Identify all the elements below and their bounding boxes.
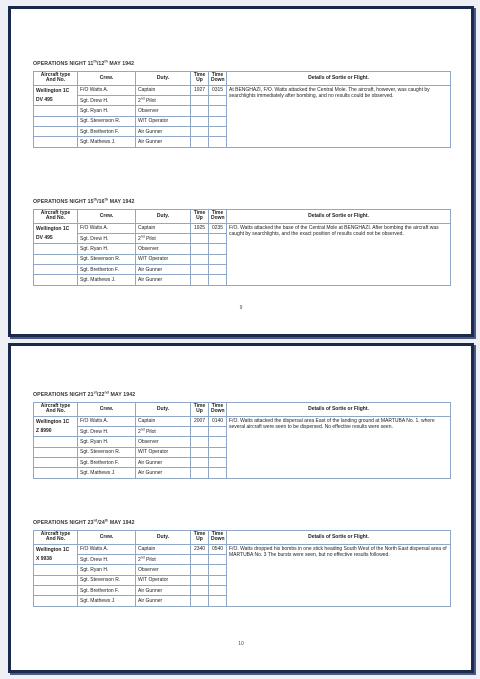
- crew-duty: W/T Operator: [136, 447, 191, 457]
- crew-duty: 2nd Pilot: [136, 426, 191, 436]
- time-down-cell: [209, 565, 227, 575]
- crew-duty: Air Gunner: [136, 137, 191, 147]
- time-up-cell: [191, 586, 209, 596]
- sortie-table: [33, 530, 451, 607]
- crew-duty: 2nd Pilot: [136, 95, 191, 105]
- aircraft-number: X 9938: [36, 555, 52, 562]
- header-aircraft: Aircraft type And No.: [34, 403, 78, 417]
- operation-block: [33, 520, 451, 607]
- time-down-cell: [209, 458, 227, 468]
- sortie-details: At BENGHAZI, F/O. Watts attacked the Central Mole. The aircraft, however, was caught by searchlights immediately after bombing, and no results could be observed.: [227, 85, 451, 147]
- aircraft-cell: [34, 85, 78, 106]
- crew-name: Sgt. Bretherton F.: [78, 586, 136, 596]
- time-up-cell: [191, 458, 209, 468]
- aircraft-type: Wellington 1C: [36, 87, 70, 94]
- time-up-cell: [191, 447, 209, 457]
- crew-name: Sgt. Stevenson R.: [78, 254, 136, 264]
- time-down-cell: [209, 596, 227, 606]
- header-crew: Crew.: [78, 403, 136, 417]
- header-crew: Crew.: [78, 531, 136, 545]
- crew-name: Sgt. Stevenson R.: [78, 575, 136, 585]
- crew-name: Sgt. Mathews J.: [78, 596, 136, 606]
- crew-duty: 2nd Pilot: [136, 554, 191, 564]
- crew-name: Sgt. Mathews J.: [78, 275, 136, 285]
- time-up-cell: [191, 254, 209, 264]
- crew-name: Sgt. Drew H.: [78, 426, 136, 436]
- aircraft-number: DV 495: [36, 96, 53, 103]
- time-up-cell: 2340: [191, 544, 209, 554]
- operation-title: OPERATIONS NIGHT 23rd/24th MAY 1942: [33, 518, 135, 526]
- document-page-10: [8, 343, 474, 673]
- header-duty: Duty.: [136, 531, 191, 545]
- crew-duty: W/T Operator: [136, 575, 191, 585]
- crew-name: Sgt. Ryan H.: [78, 565, 136, 575]
- crew-name: F/O Watts A.: [78, 85, 136, 95]
- header-time-down: Time Down: [209, 403, 227, 417]
- crew-row: [34, 85, 451, 95]
- empty-cell: [34, 137, 78, 147]
- operation-block: [33, 199, 451, 286]
- crew-duty: Captain: [136, 416, 191, 426]
- crew-name: Sgt. Drew H.: [78, 554, 136, 564]
- header-time-up: Time Up: [191, 531, 209, 545]
- empty-cell: [34, 565, 78, 575]
- empty-cell: [34, 244, 78, 254]
- time-down-cell: 0315: [209, 85, 227, 95]
- header-details: Details of Sortie or Flight.: [227, 531, 451, 545]
- crew-name: Sgt. Mathews J.: [78, 468, 136, 478]
- time-down-cell: 0235: [209, 223, 227, 233]
- header-duty: Duty.: [136, 403, 191, 417]
- empty-cell: [34, 116, 78, 126]
- table-header-row: [34, 210, 451, 224]
- crew-duty: Air Gunner: [136, 275, 191, 285]
- time-up-cell: [191, 468, 209, 478]
- crew-row: [34, 223, 451, 233]
- table-header-row: [34, 72, 451, 86]
- document-page-9: [8, 6, 474, 337]
- empty-cell: [34, 468, 78, 478]
- crew-name: F/O Watts A.: [78, 416, 136, 426]
- time-up-cell: 1927: [191, 85, 209, 95]
- header-crew: Crew.: [78, 72, 136, 86]
- header-time-up: Time Up: [191, 403, 209, 417]
- aircraft-number: DV 495: [36, 234, 53, 241]
- crew-duty: Captain: [136, 223, 191, 233]
- operation-title: OPERATIONS NIGHT 21st/22nd MAY 1942: [33, 390, 136, 398]
- time-up-cell: [191, 596, 209, 606]
- sortie-details: F/O. Watts dropped his bombs in one stick heading South West of the North East dispersal area of MARTUBA No. 3 The bursts were seen, but no effective results followed.: [227, 544, 451, 606]
- time-down-cell: [209, 586, 227, 596]
- crew-name: Sgt. Ryan H.: [78, 244, 136, 254]
- empty-cell: [34, 458, 78, 468]
- time-up-cell: [191, 275, 209, 285]
- crew-duty: 2nd Pilot: [136, 233, 191, 243]
- empty-cell: [34, 265, 78, 275]
- aircraft-type: Wellington 1C: [36, 546, 70, 553]
- header-aircraft: Aircraft type And No.: [34, 531, 78, 545]
- operation-block: [33, 61, 451, 148]
- time-down-cell: [209, 426, 227, 436]
- header-time-down: Time Down: [209, 72, 227, 86]
- header-details: Details of Sortie or Flight.: [227, 72, 451, 86]
- empty-cell: [34, 127, 78, 137]
- empty-cell: [34, 447, 78, 457]
- time-down-cell: [209, 116, 227, 126]
- aircraft-type: Wellington 1C: [36, 418, 70, 425]
- crew-duty: Observer: [136, 565, 191, 575]
- sortie-details: F/O. Watts attacked the dispersal area East of the landing ground at MARTUBA No. 1. where several aircraft were seen to be dispersed. No effective results were seen.: [227, 416, 451, 478]
- empty-cell: [34, 275, 78, 285]
- crew-name: Sgt. Drew H.: [78, 233, 136, 243]
- empty-cell: [34, 586, 78, 596]
- header-time-down: Time Down: [209, 531, 227, 545]
- time-down-cell: [209, 468, 227, 478]
- table-header-row: [34, 531, 451, 545]
- crew-name: Sgt. Ryan H.: [78, 106, 136, 116]
- time-up-cell: 1925: [191, 223, 209, 233]
- time-up-cell: [191, 106, 209, 116]
- time-down-cell: [209, 447, 227, 457]
- time-down-cell: 0140: [209, 416, 227, 426]
- empty-cell: [34, 437, 78, 447]
- time-down-cell: [209, 137, 227, 147]
- empty-cell: [34, 575, 78, 585]
- time-up-cell: [191, 565, 209, 575]
- operation-title: OPERATIONS NIGHT 11th/12th MAY 1942: [33, 59, 135, 67]
- crew-duty: Observer: [136, 437, 191, 447]
- time-up-cell: [191, 244, 209, 254]
- header-aircraft: Aircraft type And No.: [34, 72, 78, 86]
- crew-row: [34, 544, 451, 554]
- header-time-down: Time Down: [209, 210, 227, 224]
- time-up-cell: [191, 265, 209, 275]
- time-down-cell: [209, 127, 227, 137]
- aircraft-cell: [34, 544, 78, 565]
- operation-title: OPERATIONS NIGHT 15th/16th MAY 1942: [33, 197, 135, 205]
- time-up-cell: [191, 137, 209, 147]
- sortie-table: [33, 209, 451, 286]
- time-down-cell: [209, 254, 227, 264]
- crew-name: Sgt. Bretherton F.: [78, 127, 136, 137]
- time-down-cell: [209, 265, 227, 275]
- time-down-cell: [209, 437, 227, 447]
- header-duty: Duty.: [136, 210, 191, 224]
- empty-cell: [34, 106, 78, 116]
- crew-duty: Air Gunner: [136, 468, 191, 478]
- crew-duty: Air Gunner: [136, 596, 191, 606]
- crew-duty: Captain: [136, 85, 191, 95]
- time-up-cell: [191, 233, 209, 243]
- time-down-cell: [209, 275, 227, 285]
- time-up-cell: [191, 426, 209, 436]
- crew-duty: Captain: [136, 544, 191, 554]
- sortie-table: [33, 402, 451, 479]
- crew-duty: W/T Operator: [136, 116, 191, 126]
- time-up-cell: [191, 116, 209, 126]
- crew-duty: Air Gunner: [136, 586, 191, 596]
- crew-name: Sgt. Drew H.: [78, 95, 136, 105]
- time-up-cell: [191, 127, 209, 137]
- time-down-cell: [209, 233, 227, 243]
- crew-name: Sgt. Ryan H.: [78, 437, 136, 447]
- time-down-cell: 0540: [209, 544, 227, 554]
- time-up-cell: [191, 575, 209, 585]
- time-down-cell: [209, 575, 227, 585]
- crew-duty: Air Gunner: [136, 265, 191, 275]
- crew-name: Sgt. Stevenson R.: [78, 116, 136, 126]
- time-up-cell: [191, 95, 209, 105]
- header-crew: Crew.: [78, 210, 136, 224]
- time-up-cell: [191, 554, 209, 564]
- aircraft-number: Z 8990: [36, 427, 52, 434]
- crew-name: Sgt. Stevenson R.: [78, 447, 136, 457]
- crew-duty: Observer: [136, 106, 191, 116]
- header-time-up: Time Up: [191, 210, 209, 224]
- sortie-table: [33, 71, 451, 148]
- aircraft-cell: [34, 223, 78, 244]
- crew-name: F/O Watts A.: [78, 544, 136, 554]
- header-aircraft: Aircraft type And No.: [34, 210, 78, 224]
- time-down-cell: [209, 244, 227, 254]
- crew-duty: Air Gunner: [136, 458, 191, 468]
- header-duty: Duty.: [136, 72, 191, 86]
- crew-name: Sgt. Bretherton F.: [78, 458, 136, 468]
- page-number: 10: [238, 641, 244, 647]
- empty-cell: [34, 596, 78, 606]
- time-down-cell: [209, 95, 227, 105]
- page-number: 9: [239, 305, 243, 311]
- header-details: Details of Sortie or Flight.: [227, 403, 451, 417]
- time-down-cell: [209, 106, 227, 116]
- crew-name: Sgt. Bretherton F.: [78, 265, 136, 275]
- crew-duty: W/T Operator: [136, 254, 191, 264]
- crew-duty: Air Gunner: [136, 127, 191, 137]
- aircraft-cell: [34, 416, 78, 437]
- operation-block: [33, 392, 451, 479]
- crew-row: [34, 416, 451, 426]
- header-time-up: Time Up: [191, 72, 209, 86]
- time-up-cell: 2007: [191, 416, 209, 426]
- crew-name: Sgt. Mathews J.: [78, 137, 136, 147]
- header-details: Details of Sortie or Flight.: [227, 210, 451, 224]
- aircraft-type: Wellington 1C: [36, 225, 70, 232]
- crew-duty: Observer: [136, 244, 191, 254]
- time-up-cell: [191, 437, 209, 447]
- empty-cell: [34, 254, 78, 264]
- crew-name: F/O Watts A.: [78, 223, 136, 233]
- table-header-row: [34, 403, 451, 417]
- time-down-cell: [209, 554, 227, 564]
- sortie-details: F/O. Watts attacked the base of the Central Mole at BENGHAZI. After bombing the aircraft was caught by searchlights, and the exact position of results could not be observed.: [227, 223, 451, 285]
